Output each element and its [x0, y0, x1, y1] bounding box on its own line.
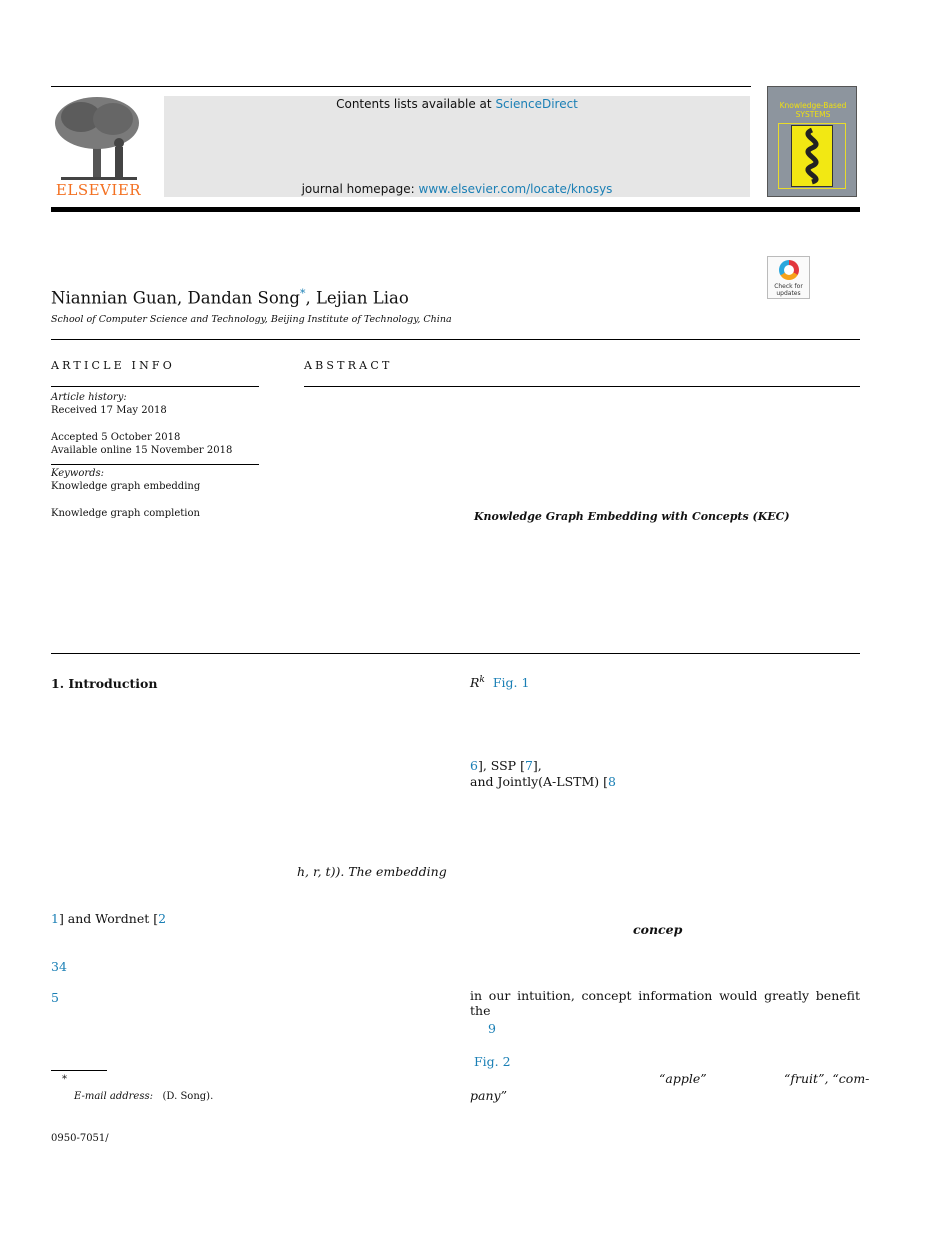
footnote-email — [74, 1090, 213, 1103]
contents-prefix: Contents lists available at — [336, 97, 496, 111]
keywords-label: Keywords: — [51, 468, 105, 479]
affiliation: School of Computer Science and Technology, Beijing Institute of Technology, China — [51, 314, 452, 325]
apple-term: “apple” — [659, 1071, 707, 1086]
embedding-tail-text: h, r, t)). The embedding — [297, 864, 447, 879]
ssp-close: ], — [532, 758, 542, 773]
section-heading-introduction: 1. Introduction — [51, 676, 158, 691]
reference-link[interactable]: 6 — [470, 758, 478, 773]
history-label: Article history: — [51, 392, 127, 403]
homepage-line — [164, 182, 750, 196]
figure-1-link[interactable]: Fig. 1 — [492, 675, 530, 691]
jointly-line — [470, 774, 616, 789]
fruit-company-term: “fruit”, “com- — [784, 1071, 870, 1086]
check-for-updates-button[interactable] — [767, 256, 810, 299]
keyword-item: Knowledge graph embedding — [51, 481, 201, 492]
figure-2-link[interactable]: Fig. 2 — [474, 1054, 511, 1069]
reference-link[interactable]: 5 — [51, 990, 59, 1005]
affiliation-rule — [51, 339, 860, 340]
wordnet-text: ] and Wordnet [ — [58, 911, 159, 926]
intuition-line: in our intuition, concept information would greatly benefit the — [470, 988, 860, 1018]
journal-homepage-link[interactable]: www.elsevier.com/locate/knosys — [418, 182, 613, 196]
available-date: Available online 15 November 2018 — [51, 445, 233, 456]
rk-superscript: k — [479, 675, 485, 685]
accepted-date: Accepted 5 October 2018 — [51, 432, 181, 443]
check-updates-label: Check for updates — [774, 283, 803, 297]
top-rule — [51, 86, 751, 87]
received-date: Received 17 May 2018 — [51, 405, 167, 416]
check-updates-icon — [779, 260, 799, 280]
journal-cover-art — [791, 125, 833, 187]
reference-link[interactable]: 34 — [51, 959, 67, 974]
keywords-rule — [51, 464, 259, 465]
keyword-item: Knowledge graph completion — [51, 508, 200, 519]
authors-last: , Lejian Liao — [305, 288, 409, 308]
abstract-heading: ABSTRACT — [304, 359, 393, 372]
elsevier-wordmark: ELSEVIER — [55, 181, 142, 199]
issn-line: 0950-7051/ — [51, 1133, 109, 1144]
article-info-heading: ARTICLE INFO — [51, 359, 175, 372]
rk-symbol: R — [470, 675, 480, 691]
contents-line — [164, 97, 750, 111]
reference-link[interactable]: 2 — [158, 911, 167, 926]
reference-link[interactable]: 9 — [488, 1021, 496, 1036]
intro-fragment-embedding — [297, 864, 447, 879]
authors-first: Niannian Guan, Dandan Song — [51, 288, 300, 308]
header-thick-rule — [51, 207, 860, 212]
reference-link[interactable]: 8 — [608, 774, 616, 789]
abstract-rule — [304, 386, 860, 387]
jointly-text: and Jointly(A-LSTM) [ — [470, 774, 609, 789]
footnote-mark: * — [62, 1074, 67, 1085]
abstract-kec-phrase: Knowledge Graph Embedding with Concepts (KEC) — [474, 510, 790, 523]
reference-link[interactable]: 7 — [524, 758, 533, 773]
corresponding-author-mark[interactable]: * — [299, 287, 306, 300]
journal-cover-title: Knowledge-Based SYSTEMS — [779, 101, 847, 119]
intro-fragment-wordnet — [51, 911, 166, 926]
ssp-text: ], SSP [ — [477, 758, 525, 773]
body-rule — [51, 653, 860, 654]
concept-term: concep — [633, 922, 683, 937]
company-term-continued: pany” — [470, 1088, 507, 1103]
reference-link[interactable]: 1 — [51, 911, 59, 926]
rk-fig1-line — [470, 675, 529, 690]
journal-cover-image — [767, 86, 857, 197]
email-label: E-mail address: — [74, 1091, 153, 1102]
article-info-rule — [51, 386, 259, 387]
homepage-prefix: journal homepage: — [301, 182, 419, 196]
author-list — [51, 287, 409, 308]
sciencedirect-link[interactable]: ScienceDirect — [495, 97, 578, 111]
email-name: (D. Song). — [162, 1091, 214, 1102]
footnote-rule — [51, 1070, 107, 1071]
ssp-line — [470, 758, 542, 773]
